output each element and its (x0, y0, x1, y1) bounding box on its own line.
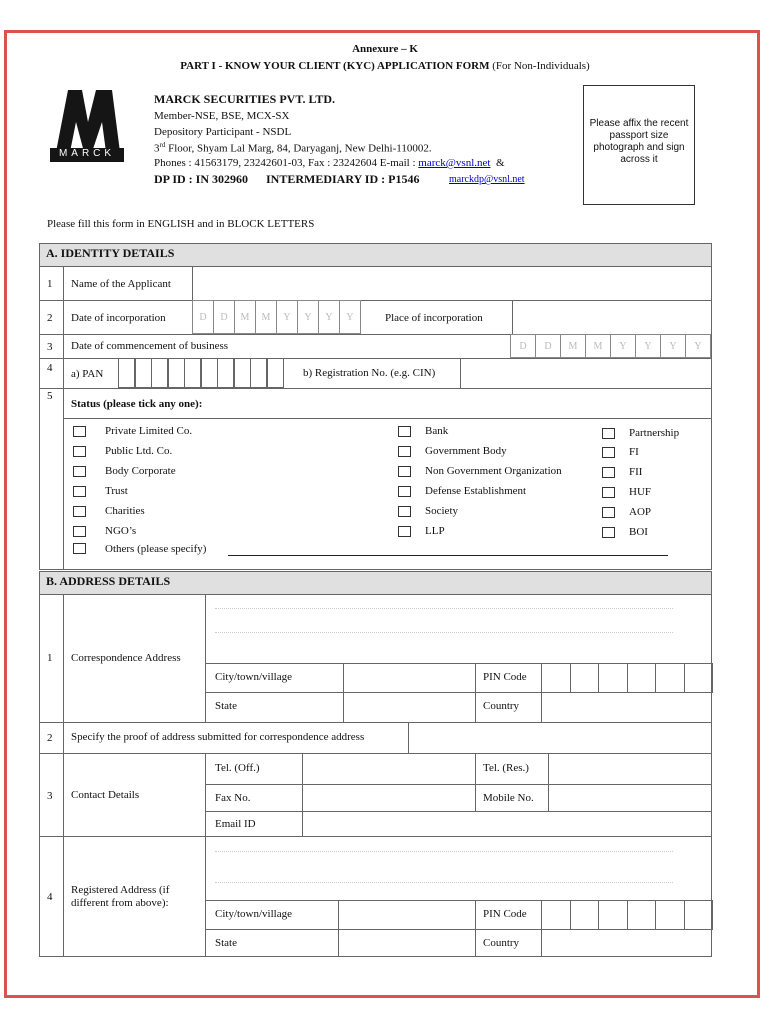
pin-code-label-2: PIN Code (483, 908, 527, 920)
pin-cell[interactable] (541, 900, 571, 930)
incorporation-date-cell[interactable]: M (234, 300, 256, 334)
row-b1-number: 1 (47, 652, 53, 664)
incorporation-date-cell[interactable]: D (192, 300, 214, 334)
instruction-text: Please fill this form in ENGLISH and in BLOCK LETTERS (47, 218, 315, 230)
city-input-2[interactable] (339, 901, 474, 928)
fax-label: Fax No. (215, 792, 251, 804)
city-label-2: City/town/village (215, 908, 292, 920)
company-phones: Phones : 41563179, 23242601-03, Fax : 23242604 E-mail : marck@vsnl.net & (154, 157, 505, 169)
email-link-2[interactable]: marckdp@vsnl.net (449, 174, 525, 185)
status-checkbox-defense-establishment[interactable] (398, 486, 411, 497)
status-label-defense-establishment: Defense Establishment (425, 485, 527, 497)
row-b3-number: 3 (47, 790, 53, 802)
status-label: Status (please tick any one): (71, 398, 203, 410)
status-label-body-corporate: Body Corporate (105, 465, 176, 477)
pin-cell[interactable] (655, 900, 685, 930)
email-input[interactable] (303, 812, 711, 835)
row-b2-number: 2 (47, 732, 53, 744)
incorporation-place-input[interactable] (513, 301, 711, 333)
status-label-fii: FII (629, 466, 643, 478)
row-b4-number: 4 (47, 891, 53, 903)
registration-no-label: b) Registration No. (e.g. CIN) (303, 367, 436, 379)
commencement-date-cell[interactable]: M (560, 334, 586, 358)
city-label: City/town/village (215, 671, 292, 683)
photo-box: Please affix the recent passport size photograph and sign across it (583, 85, 695, 205)
status-checkbox-government-body[interactable] (398, 446, 411, 457)
status-checkbox-fii[interactable] (602, 467, 615, 478)
commencement-date-cell[interactable]: Y (685, 334, 711, 358)
section-b-header: B. ADDRESS DETAILS (39, 571, 712, 595)
state-label-2: State (215, 937, 237, 949)
pin-cell[interactable] (570, 663, 600, 693)
pin-cell[interactable] (684, 663, 714, 693)
status-label-public-ltd-co: Public Ltd. Co. (105, 445, 173, 457)
status-checkbox-partnership[interactable] (602, 428, 615, 439)
correspondence-address-label: Correspondence Address (71, 652, 181, 664)
status-checkbox-bank[interactable] (398, 426, 411, 437)
commencement-date-cell[interactable]: D (535, 334, 561, 358)
mobile-label: Mobile No. (483, 792, 534, 804)
registered-address-input[interactable] (206, 837, 711, 899)
incorporation-date-cell[interactable]: Y (276, 300, 298, 334)
status-checkbox-boi[interactable] (602, 527, 615, 538)
status-label-society: Society (425, 505, 458, 517)
status-label-huf: HUF (629, 486, 652, 498)
pin-cell[interactable] (598, 900, 628, 930)
pin-code-label: PIN Code (483, 671, 527, 683)
pan-cell[interactable] (217, 358, 234, 388)
commencement-date-label: Date of commencement of business (71, 340, 229, 352)
country-input[interactable] (542, 693, 711, 721)
status-label-government-body: Government Body (425, 445, 507, 457)
pan-cell[interactable] (168, 358, 185, 388)
state-input-2[interactable] (339, 930, 474, 956)
pin-cell[interactable] (541, 663, 571, 693)
status-label-aop: AOP (629, 506, 652, 518)
incorporation-date-cell[interactable]: M (255, 300, 277, 334)
incorporation-place-label: Place of incorporation (385, 312, 483, 324)
status-checkbox-huf[interactable] (602, 487, 615, 498)
mobile-input[interactable] (549, 785, 711, 810)
proof-of-address-input[interactable] (409, 723, 711, 752)
pan-label: a) PAN (71, 368, 104, 380)
commencement-date-cell[interactable]: D (510, 334, 536, 358)
others-specify-input[interactable] (228, 555, 668, 556)
tel-off-label: Tel. (Off.) (215, 762, 260, 774)
registered-address-label: Registered Address (if different from above): (71, 884, 170, 909)
status-label-partnership: Partnership (629, 427, 680, 439)
pan-cell[interactable] (234, 358, 251, 388)
status-label-non-government-organization: Non Government Organization (425, 465, 562, 477)
commencement-date-cell[interactable]: M (585, 334, 611, 358)
status-checkbox-charities[interactable] (73, 506, 86, 517)
incorporation-date-cell[interactable]: Y (297, 300, 319, 334)
state-input[interactable] (344, 693, 474, 721)
incorporation-date-cell[interactable]: D (213, 300, 235, 334)
section-a-header: A. IDENTITY DETAILS (39, 243, 712, 267)
pin-cell[interactable] (655, 663, 685, 693)
row-a4-number: 4 (47, 362, 53, 374)
commencement-date-cell[interactable]: Y (610, 334, 636, 358)
commencement-date-cell[interactable]: Y (660, 334, 686, 358)
status-label-bank: Bank (425, 425, 449, 437)
registration-no-input[interactable] (461, 359, 711, 387)
status-checkbox-non-government-organization[interactable] (398, 466, 411, 477)
status-label-private-limited-co: Private Limited Co. (105, 425, 193, 437)
email-link-1[interactable]: marck@vsnl.net (418, 157, 491, 169)
applicant-name-label: Name of the Applicant (71, 278, 171, 290)
pan-cell[interactable] (201, 358, 218, 388)
status-checkbox-fi[interactable] (602, 447, 615, 458)
company-address: 3rd Floor, Shyam Lal Marg, 84, Daryaganj, New Delhi-110002. (154, 141, 432, 155)
row-a1-number: 1 (47, 278, 53, 290)
status-checkbox-others[interactable] (73, 543, 86, 554)
pan-cell[interactable] (118, 358, 135, 388)
city-input[interactable] (344, 664, 474, 691)
status-checkbox-body-corporate[interactable] (73, 466, 86, 477)
status-checkbox-society[interactable] (398, 506, 411, 517)
status-label-others: Others (please specify) (105, 543, 207, 555)
status-checkbox-trust[interactable] (73, 486, 86, 497)
incorporation-date-cell[interactable]: Y (339, 300, 361, 334)
pan-cell[interactable] (151, 358, 168, 388)
logo-text: MARCK (58, 148, 116, 159)
pin-cell[interactable] (627, 663, 657, 693)
status-label-trust: Trust (105, 485, 128, 497)
pin-cell[interactable] (570, 900, 600, 930)
incorporation-date-cell[interactable]: Y (318, 300, 340, 334)
status-label-llp: LLP (425, 525, 445, 537)
country-label-2: Country (483, 937, 520, 949)
pan-cell[interactable] (267, 358, 284, 388)
pin-cell[interactable] (684, 900, 714, 930)
tel-res-label: Tel. (Res.) (483, 762, 529, 774)
tel-off-input[interactable] (303, 754, 474, 783)
status-checkbox-private-limited-co[interactable] (73, 426, 86, 437)
pan-cell[interactable] (184, 358, 201, 388)
annexure-label: Annexure – K (352, 43, 418, 55)
fax-input[interactable] (303, 785, 474, 810)
correspondence-address-input[interactable] (206, 596, 711, 662)
company-name: MARCK SECURITIES PVT. LTD. (154, 92, 336, 106)
intermediary-id: INTERMEDIARY ID : P1546 (266, 172, 420, 186)
row-a5-number: 5 (47, 390, 53, 402)
commencement-date-cell[interactable]: Y (635, 334, 661, 358)
form-title: PART I - KNOW YOUR CLIENT (KYC) APPLICATION FORM (For Non-Individuals) (180, 60, 590, 72)
status-label-boi: BOI (629, 526, 648, 538)
contact-details-label: Contact Details (71, 789, 140, 801)
company-dp: Depository Participant - NSDL (154, 126, 292, 138)
tel-res-input[interactable] (549, 754, 711, 783)
status-label-ngo-s: NGO’s (105, 525, 137, 537)
status-label-fi: FI (629, 446, 639, 458)
row-a3-number: 3 (47, 341, 53, 353)
country-label: Country (483, 700, 520, 712)
incorporation-date-label: Date of incorporation (71, 312, 166, 324)
row-a2-number: 2 (47, 312, 53, 324)
status-label-charities: Charities (105, 505, 145, 517)
proof-of-address-label: Specify the proof of address submitted for correspondence address (71, 731, 365, 743)
applicant-name-input[interactable] (193, 268, 711, 299)
company-member: Member-NSE, BSE, MCX-SX (154, 110, 290, 122)
country-input-2[interactable] (542, 930, 711, 956)
status-checkbox-public-ltd-co[interactable] (73, 446, 86, 457)
email-label: Email ID (215, 818, 256, 830)
pan-cell[interactable] (135, 358, 152, 388)
company-logo (48, 82, 126, 168)
pin-cell[interactable] (598, 663, 628, 693)
status-checkbox-llp[interactable] (398, 526, 411, 537)
dp-id: DP ID : IN 302960 (154, 172, 249, 186)
state-label: State (215, 700, 237, 712)
status-checkbox-ngo-s[interactable] (73, 526, 86, 537)
status-checkbox-aop[interactable] (602, 507, 615, 518)
pin-cell[interactable] (627, 900, 657, 930)
pan-cell[interactable] (250, 358, 267, 388)
